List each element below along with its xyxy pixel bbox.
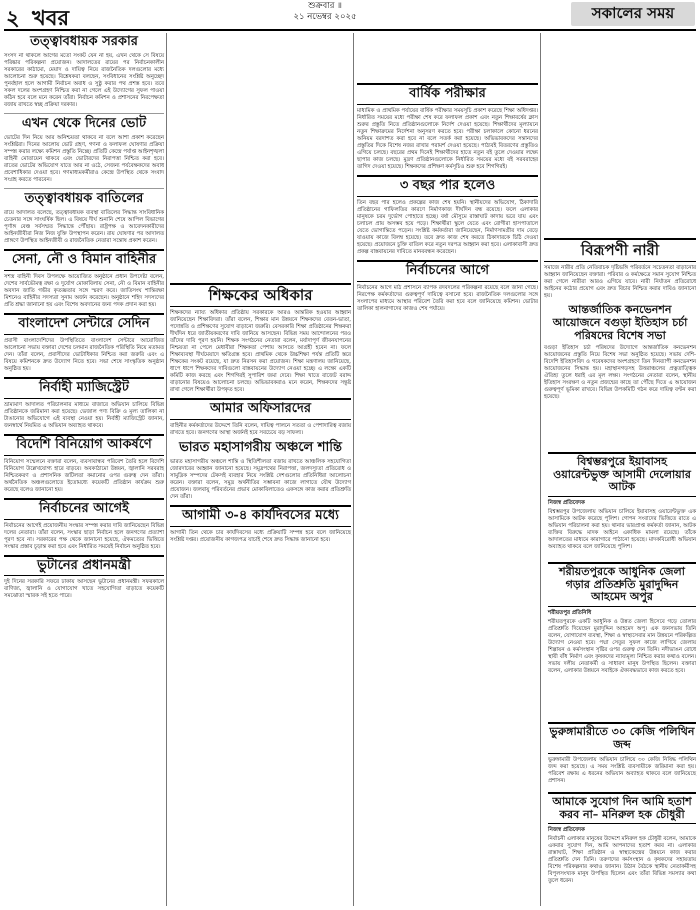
article-body: সমাজে নারীর প্রতি নেতিবাচক দৃষ্টিভঙ্গি পরিবর্তনে সচেতনতা বাড়ানোর আহ্বান জানিয়েছেন বক্তারা। পরিবার ও কর্মক্ষেত্রে সমান সুযোগ নিশ্চিত করা গেলে নারীরা আরও এগিয়ে যাবে। নারী নির্যাতন প্রতিরোধে আইনের কঠোর প্রয়োগ এবং দ্রুত বিচার নিশ্চিত করার দাবিও জানানো হয়।: [544, 265, 696, 300]
article: [170, 441, 351, 501]
article-body: বাহিনীর কর্মকর্তাদের উদ্দেশে তিনি বলেন, দায়িত্ব পালনে সততা ও পেশাদারিত্ব বজায় রাখতে হবে। জনগণের আস্থা অর্জনই হবে সবচেয়ে বড় সাফল্য।: [170, 423, 351, 437]
article-body: নির্বাচনী এলাকার মানুষের উদ্দেশে মনিরুল হক চৌধুরী বলেন, আমাকে একবার সুযোগ দিন, আমি আপনাদের হতাশ করব না। এলাকার রাস্তাঘাট, শিক্ষা প্রতিষ্ঠান ও স্বাস্থ্যকেন্দ্রের উন্নয়নে কাজ করার প্রতিশ্রুতি দেন তিনি। তরুণদের কর্মসংস্থান ও কৃষকদের সহায়তায় বিশেষ পরিকল্পনার কথাও জানান। উঠান বৈঠকে স্থানীয় নেতাকর্মীসহ বিপুলসংখ্যক মানুষ উপস্থিত ছিলেন এবং তাঁরা বিভিন্ন সমস্যার কথা তুলে ধরেন।: [548, 836, 696, 885]
article: [544, 238, 696, 300]
article: [4, 249, 164, 309]
article: [170, 283, 351, 394]
article-body: ভারত মহাসাগরীয় অঞ্চলে শান্তি ও স্থিতিশীলতা বজায় রাখতে আঞ্চলিক সহযোগিতা জোরদারের আহ্বান জানানো হয়েছে। সমুদ্রপথের নিরাপত্তা, জলদস্যুতা প্রতিরোধ ও সামুদ্রিক সম্পদের টেকসই ব্যবহার নিয়ে সংশ্লিষ্ট দেশগুলোর প্রতিনিধিরা আলোচনা করেন। বক্তারা বলেন, সমুদ্র অর্থনীতির সম্ভাবনা কাজে লাগাতে যৌথ উদ্যোগ প্রয়োজন। জলবায়ু পরিবর্তনের প্রভাব মোকাবিলাতেও একসঙ্গে কাজ করার প্রতিশ্রুতি দেন তাঁরা।: [170, 459, 351, 501]
article-body: নির্বাচনের আগেই প্রয়োজনীয় সংস্কার সম্পন্ন করার দাবি জানিয়েছেন বিভিন্ন দলের নেতারা। তাঁরা বলেন, সংস্কার ছাড়া নির্বাচন হলে জনগণের প্রত্যাশা পূরণ হবে না। সরকারের পক্ষ থেকে জানানো হয়েছে, ঐকমত্যের ভিত্তিতে সংস্কার প্রস্তাব চূড়ান্ত করা হবে এবং নির্ধারিত সময়েই নির্বাচন অনুষ্ঠিত হবে।: [4, 522, 164, 550]
article-body: মাধ্যমিক ও প্রাথমিক পর্যায়ের বার্ষিক পরীক্ষার সময়সূচি প্রকাশ করেছে শিক্ষা অধিদপ্তর। নির্ধারিত সময়ের মধ্যে পরীক্ষা শেষ করে ফলাফল প্রকাশ এবং নতুন শিক্ষাবর্ষের ক্লাস শুরুর প্রস্তুতি নিতে প্রতিষ্ঠানগুলোকে নির্দেশ দেওয়া হয়েছে। শিক্ষার্থীদের মূল্যায়নে নতুন শিক্ষাক্রমের নির্দেশনা অনুসরণ করতে হবে। পরীক্ষা চলাকালে কোনো ধরনের অনিয়ম বরদাশত করা হবে না বলে সতর্ক করা হয়েছে। অভিভাবকদের সন্তানদের প্রস্তুতির দিকে বিশেষ নজর রাখার পরামর্শ দেওয়া হয়েছে। পাঠ্যবই বিতরণের প্রস্তুতিও এগিয়ে চলছে। বছরের প্রথম দিনেই শিক্ষার্থীদের হাতে নতুন বই তুলে দেওয়ার লক্ষ্যে ছাপার কাজ চলছে। মুদ্রণ প্রতিষ্ঠানগুলোকে নির্ধারিত সময়ের মধ্যে বই সরবরাহের তাগিদ দেওয়া হয়েছে। শিক্ষকদের প্রশিক্ষণ কর্মসূচিও শুরু হবে শিগগিরই।: [357, 107, 538, 170]
article: [357, 83, 538, 171]
date-label: ২১ নভেম্বর ২০২৫: [293, 12, 357, 22]
article: [170, 505, 351, 544]
article-body: বিনিয়োগ সম্মেলনে বক্তারা বলেন, ব্যবসাবান্ধব পরিবেশ তৈরি হলে বিদেশি বিনিয়োগ উল্লেখযোগ্য হারে বাড়বে। অবকাঠামো উন্নয়ন, জ্বালানি সরবরাহ নিশ্চিতকরণ ও প্রশাসনিক জটিলতা কমানোর ওপর গুরুত্ব দেন তাঁরা। অর্থনৈতিক অঞ্চলগুলোতে ইতোমধ্যে কয়েকটি প্রতিষ্ঠান কার্যক্রম শুরু করেছে বলেও জানানো হয়।: [4, 458, 164, 493]
masthead: [0, 0, 700, 30]
article-headline: ভারত মহাসাগরীয় অঞ্চলে শান্তি: [179, 440, 342, 456]
article-headline: নির্বাচনের আগে: [357, 260, 538, 282]
article-headline: নির্বাচনের আগেই: [4, 498, 164, 520]
article-body: তিন বছর পার হলেও প্রকল্পের কাজ শেষ হয়নি। স্থানীয়দের অভিযোগ, ঠিকাদারি প্রতিষ্ঠানের গাফিলতির কারণে নির্মাণকাজ দীর্ঘদিন বন্ধ রয়েছে। ফলে এলাকার মানুষকে চরম দুর্ভোগ পোহাতে হচ্ছে। বর্ষা মৌসুমে রাস্তাঘাট কাদায় ভরে যায় এবং চলাচল প্রায় অসম্ভব হয়ে পড়ে। শিক্ষার্থীরা স্কুলে যেতে এবং রোগীরা হাসপাতালে যেতে ভোগান্তিতে পড়েন। সংশ্লিষ্ট কর্মকর্তারা জানিয়েছেন, নির্মাণসামগ্রীর দাম বেড়ে যাওয়ায় কাজে বিলম্ব হয়েছে। তবে দ্রুত কাজ শেষ করতে ঠিকাদারকে চিঠি দেওয়া হয়েছে। প্রয়োজনে চুক্তি বাতিল করে নতুন দরপত্র আহ্বান করা হবে। এলাকাবাসী দ্রুত প্রকল্প বাস্তবায়নের দাবিতে মানববন্ধন করেছেন।: [357, 199, 538, 255]
article-headline: তত্ত্বাবধায়ক সরকার: [30, 34, 138, 49]
article-headline: এখন থেকে দিনের ভোট: [21, 115, 147, 131]
article-body: দুই দিনের সরকারি সফরে ঢাকায় আসছেন ভুটানের প্রধানমন্ত্রী। সফরকালে বাণিজ্য, জ্বালানি ও যোগাযোগ খাতে সহযোগিতা বাড়াতে কয়েকটি সমঝোতা স্মারক সই হতে পারে।: [4, 579, 164, 600]
column-divider: [166, 33, 167, 906]
article: [170, 398, 351, 437]
article: [548, 450, 696, 551]
article: [548, 560, 696, 675]
article-body: শরীয়তপুরকে একটি আধুনিক ও উন্নত জেলা হিসেবে গড়ে তোলার প্রতিশ্রুতি দিয়েছেন মুরাদুদ্দিন আহমেদ অপু। এক জনসভায় তিনি বলেন, যোগাযোগ ব্যবস্থা, শিক্ষা ও স্বাস্থ্যসেবার মান উন্নয়নে পরিকল্পিত উদ্যোগ নেওয়া হবে। পদ্মা সেতুর সুফল কাজে লাগিয়ে জেলায় শিল্পায়ন ও কর্মসংস্থান সৃষ্টির ওপর গুরুত্ব দেন তিনি। নদীভাঙন রোধে স্থায়ী বাঁধ নির্মাণ এবং কৃষকদের ন্যায্যমূল্য নিশ্চিত করার কথাও বলেন। সভায় দলীয় নেতাকর্মী ও সাধারণ মানুষ উপস্থিত ছিলেন। বক্তারা বলেন, এলাকার উন্নয়নে সবাইকে ঐক্যবদ্ধভাবে কাজ করতে হবে।: [548, 618, 696, 674]
article-headline: বিশ্বম্ভরপুরে ইয়াবাসহ ওয়ারেন্টভুক্ত আসামী দেলোয়ার আটক: [548, 452, 696, 497]
article-headline: ভুরুঙ্গামারীতে ৩০ কেজি পলিথিন জব্দ: [548, 722, 696, 754]
article-headline: বাংলাদেশ সেন্টারে সেদিন: [4, 313, 164, 335]
newspaper-logo: সকালের সময়: [571, 2, 695, 26]
article-body: ভুরুঙ্গামারী উপজেলায় অভিযান চালিয়ে ৩০ কেজি নিষিদ্ধ পলিথিন জব্দ করা হয়েছে। এ সময় সংশ্লিষ্ট ব্যবসায়ীকে জরিমানা করা হয়। পরিবেশ রক্ষায় এ ধরনের অভিযান অব্যাহত থাকবে বলে জানিয়েছে প্রশাসন।: [548, 757, 696, 785]
article: [548, 790, 696, 885]
article: [4, 434, 164, 494]
article: [544, 304, 696, 401]
article-body: ভোটের দিন নিয়ে আর অনিশ্চয়তা থাকবে না বলে আশা প্রকাশ করেছেন সংশ্লিষ্টরা। দিনের আলোয় ভোট গ্রহণ, গণনা ও ফলাফল ঘোষণার প্রক্রিয়া সম্পন্ন করার লক্ষ্যে কমিশন প্রস্তুতি নিচ্ছে। প্রতিটি কেন্দ্রে পর্যাপ্ত আইনশৃঙ্খলা বাহিনী মোতায়েন থাকবে এবং ভোটারদের নিরাপত্তা নিশ্চিত করা হবে। রাতের ভোটের অভিযোগ যাতে আর না ওঠে, সেজন্য পর্যবেক্ষকদের অবাধ প্রবেশাধিকার দেওয়া হবে। গণমাধ্যমকর্মীরাও কেন্দ্রে উপস্থিত থেকে সংবাদ সংগ্রহ করতে পারবেন।: [4, 134, 164, 183]
article: [4, 313, 164, 373]
column-divider: [353, 33, 354, 906]
article: [4, 555, 164, 601]
article-body: শিক্ষকদের ন্যায্য অধিকার প্রতিষ্ঠায় সরকারকে আরও আন্তরিক হওয়ার আহ্বান জানিয়েছেন শিক্ষাবিদরা। তাঁরা বলেন, শিক্ষার মান উন্নয়নে শিক্ষকদের বেতন-ভাতা, পদোন্নতি ও প্রশিক্ষণের সুযোগ বাড়ানো জরুরি। বেসরকারি শিক্ষা প্রতিষ্ঠানের শিক্ষকরা দীর্ঘদিন ধরে জাতীয়করণের দাবি জানিয়ে আসছেন। বিভিন্ন সময় আন্দোলনের পরও তাঁদের দাবি পূরণ হয়নি। শিক্ষক সংগঠনের নেতারা বলেন, মর্যাদাপূর্ণ জীবনযাপনের নিশ্চয়তা না পেলে মেধাবীরা শিক্ষকতা পেশায় আসতে আগ্রহী হবেন না। ফলে শিক্ষাব্যবস্থা দীর্ঘমেয়াদে ক্ষতিগ্রস্ত হবে। প্রাথমিক থেকে উচ্চশিক্ষা পর্যন্ত প্রতিটি স্তরে শিক্ষকের সংকট রয়েছে, যা দ্রুত নিরসন করা প্রয়োজন। শিক্ষা মন্ত্রণালয় জানিয়েছে, ধাপে ধাপে শিক্ষকদের দাবিগুলো বাস্তবায়নের উদ্যোগ নেওয়া হচ্ছে। এ লক্ষ্যে একটি কমিটি কাজ করছে এবং শিগগিরই সুপারিশ জমা দেবে। শিক্ষা খাতে বাজেট বরাদ্দ বাড়ানোর বিষয়েও আলোচনা চলছে। অভিভাবকরাও মনে করেন, শিক্ষকদের সন্তুষ্ট রাখা গেলে শিক্ষার্থীরা উপকৃত হবে।: [170, 310, 351, 394]
article-headline: শিক্ষকের অধিকার: [170, 283, 351, 307]
article: [4, 35, 164, 109]
article: [4, 192, 164, 245]
article: [357, 175, 538, 256]
column-divider: [540, 33, 541, 906]
article-body: ভ্রাম্যমাণ আদালত পরিচালনার মাধ্যমে বাজারে অভিযান চালিয়ে বিভিন্ন প্রতিষ্ঠানকে জরিমানা করা হয়েছে। ভেজাল পণ্য বিক্রি ও মূল্য তালিকা না টাঙানোর অভিযোগে এই ব্যবস্থা নেওয়া হয়। নির্বাহী ম্যাজিস্ট্রেট জানান, জনস্বার্থে নিয়মিত এ অভিযান অব্যাহত থাকবে।: [4, 401, 164, 429]
article-headline: নির্বাহী ম্যাজিস্ট্রেট: [4, 377, 164, 399]
page-number: ২: [6, 5, 20, 30]
article: [4, 377, 164, 430]
article-body: বিশ্বম্ভরপুর উপজেলায় অভিযান চালিয়ে ইয়াবাসহ ওয়ারেন্টভুক্ত এক আসামিকে আটক করেছে পুলিশ। গোপন সংবাদের ভিত্তিতে রাতে এ অভিযান পরিচালনা করা হয়। থানার ভারপ্রাপ্ত কর্মকর্তা জানান, আটক ব্যক্তির বিরুদ্ধে মাদক আইনে একাধিক মামলা রয়েছে। তাঁকে আদালতের মাধ্যমে কারাগারে পাঠানো হয়েছে। মাদকবিরোধী অভিযান অব্যাহত থাকবে বলে জানিয়েছে পুলিশ।: [548, 508, 696, 550]
article-headline: বিদেশি বিনিয়োগ আকর্ষণে: [4, 434, 164, 456]
article-byline: নিজস্ব প্রতিবেদক: [548, 827, 585, 834]
article-headline: ভুটানের প্রধানমন্ত্রী: [4, 555, 164, 577]
section-title: খবর: [32, 5, 70, 30]
article-headline: বিরূপণী নারী: [544, 238, 696, 262]
article-headline: আন্তর্জাতিক কনভেনশন আয়োজনে বগুড়া ইতিহাস চর্চা পরিষদের বিশেষ সভা: [552, 303, 688, 342]
article-body: আগামী তিন থেকে চার কার্যদিবসের মধ্যে প্রক্রিয়াটি সম্পন্ন হবে বলে জানিয়েছে সংশ্লিষ্ট দপ্তর। প্রয়োজনীয় কাগজপত্র যাচাই শেষে দ্রুত সিদ্ধান্ত জানানো হবে।: [170, 530, 351, 544]
masthead-rule: [4, 29, 696, 31]
article-headline: আগামী ৩-৪ কার্যদিবসের মধ্যে: [170, 505, 351, 527]
article-body: সংসদ না থাকলে আগের মতো সংকট যেন না হয়, এখন থেকে সে বিষয়ে পরিষ্কার পরিকল্পনা প্রয়োজন। আদালতের রায়ের পর নির্বাচনকালীন সরকারের কাঠামো, মেয়াদ ও দায়িত্ব নিয়ে রাজনৈতিক দলগুলোর মধ্যে আলোচনা শুরু হয়েছে। বিশ্লেষকরা বলছেন, সংবিধানের সংশ্লিষ্ট অনুচ্ছেদ পুনর্বহাল হলে আগামী নির্বাচন অবাধ ও সুষ্ঠু করার পথ প্রশস্ত হবে। তবে সকল দলের অংশগ্রহণ নিশ্চিত করা না গেলে এই উদ্যোগের সুফল পাওয়া কঠিন হবে বলে মনে করেন তাঁরা। নির্বাচন কমিশন ও প্রশাসনের নিরপেক্ষতা বজায় রাখতে স্বচ্ছ প্রক্রিয়া দরকার।: [4, 52, 164, 108]
article-headline: শরীয়তপুরকে আধুনিক জেলা গড়ার প্রতিশ্রুতি মুরাদুদ্দিন আহমেদ অপুর: [548, 562, 696, 607]
article-body: সশস্ত্র বাহিনী দিবস উপলক্ষে আয়োজিত অনুষ্ঠানে প্রধান উপদেষ্টা বলেন, দেশের সার্বভৌমত্ব রক্ষা ও দুর্যোগ মোকাবিলায় সেনা, নৌ ও বিমান বাহিনীর অবদান জাতি গভীর কৃতজ্ঞতার সঙ্গে স্মরণ করে। জাতিসংঘ শান্তিরক্ষা মিশনেও বাহিনীর সদস্যরা সুনাম অর্জন করেছেন। অনুষ্ঠানে শহিদ সদস্যদের প্রতি শ্রদ্ধা জানানো হয় এবং বিশেষ অবদানের জন্য পদক প্রদান করা হয়।: [4, 273, 164, 308]
divider: [4, 113, 164, 114]
article-headline: আমাকে সুযোগ দিন আমি হতাশ করব না– মনিরুল হক চৌধুরী: [548, 792, 696, 824]
article-headline: আমার অফিসারদের: [170, 398, 351, 420]
article-body: রায়ে আদালত বলেছে, তত্ত্বাবধায়ক ব্যবস্থা বাতিলের সিদ্ধান্ত সাংবিধানিক চেতনার সঙ্গে সাংঘর্ষিক ছিল। এ বিষয়ে দীর্ঘ শুনানি শেষে আপিল বিভাগের পূর্ণাঙ্গ বেঞ্চ সর্বসম্মত সিদ্ধান্তে পৌঁছায়। রাষ্ট্রপক্ষ ও আবেদনকারীদের আইনজীবীরা নিজ নিজ যুক্তি উপস্থাপন করেন। রায় ঘোষণার পর আদালত প্রাঙ্গণে উপস্থিত আইনজীবী ও রাজনৈতিক নেতারা সন্তোষ প্রকাশ করেন।: [4, 209, 164, 244]
article-body: প্রবাসী বাংলাদেশিদের উপস্থিতিতে বাংলাদেশ সেন্টারে আয়োজিত আলোচনা সভায় বক্তারা দেশের চলমান রাজনৈতিক পরিস্থিতি নিয়ে মতামত দেন। তাঁরা বলেন, প্রবাসীদের ভোটাধিকার নিশ্চিত করা জরুরি এবং এ বিষয়ে কমিশনকে দ্রুত উদ্যোগ নিতে হবে। সভা শেষে সাংস্কৃতিক অনুষ্ঠান অনুষ্ঠিত হয়।: [4, 337, 164, 372]
article-byline: নিজস্ব প্রতিবেদক: [548, 499, 585, 506]
article-body: বগুড়া ইতিহাস চর্চা পরিষদের উদ্যোগে আন্তর্জাতিক কনভেনশন আয়োজনের প্রস্তুতি নিয়ে বিশেষ সভা অনুষ্ঠিত হয়েছে। সভায় দেশি-বিদেশি ইতিহাসবিদ ও গবেষকদের অংশগ্রহণে তিন দিনব্যাপী কনভেনশন আয়োজনের সিদ্ধান্ত হয়। মহাস্থানগড়সহ উত্তরাঞ্চলের প্রত্নতাত্ত্বিক ঐতিহ্য তুলে ধরাই এর মূল লক্ষ্য। সংগঠনের নেতারা বলেন, স্থানীয় ইতিহাস সংরক্ষণ ও নতুন প্রজন্মের কাছে তা পৌঁছে দিতে এ আয়োজন গুরুত্বপূর্ণ ভূমিকা রাখবে। বিভিন্ন উপকমিটি গঠন করে দায়িত্ব বণ্টন করা হয়েছে।: [544, 345, 696, 401]
divider: [4, 188, 164, 189]
column-3: [357, 33, 538, 317]
article-headline: ৩ বছর পার হলেও: [357, 175, 538, 197]
article: [548, 720, 696, 785]
article-headline: সেনা, নৌ ও বিমান বাহিনীর: [4, 249, 164, 271]
column-1: [4, 33, 164, 604]
article-byline: শরীয়তপুর প্রতিনিধি: [548, 609, 592, 616]
article-body: নির্বাচনের আগে মাঠ প্রশাসনে ব্যাপক রদবদলের পরিকল্পনা রয়েছে বলে জানা গেছে। নিরপেক্ষ কর্মকর্তাদের গুরুত্বপূর্ণ দায়িত্বে বসানো হবে। রাজনৈতিক দলগুলোর সঙ্গে সংলাপের মাধ্যমে আস্থার পরিবেশ তৈরি করা হবে বলে জানিয়েছে কমিশন। ভোটার তালিকা হালনাগাদের কাজও শেষ পর্যায়ে।: [357, 284, 538, 312]
dateline: [255, 1, 395, 23]
article: [4, 498, 164, 551]
article: [357, 260, 538, 313]
article-headline: বার্ষিক পরীক্ষার: [357, 83, 538, 105]
article: [4, 117, 164, 184]
article-headline: তত্ত্বাবধায়ক বাতিলের: [24, 190, 144, 206]
column-2: [170, 33, 351, 548]
day-label: শুক্রবার ॥: [308, 1, 342, 11]
column-4: [544, 33, 696, 405]
